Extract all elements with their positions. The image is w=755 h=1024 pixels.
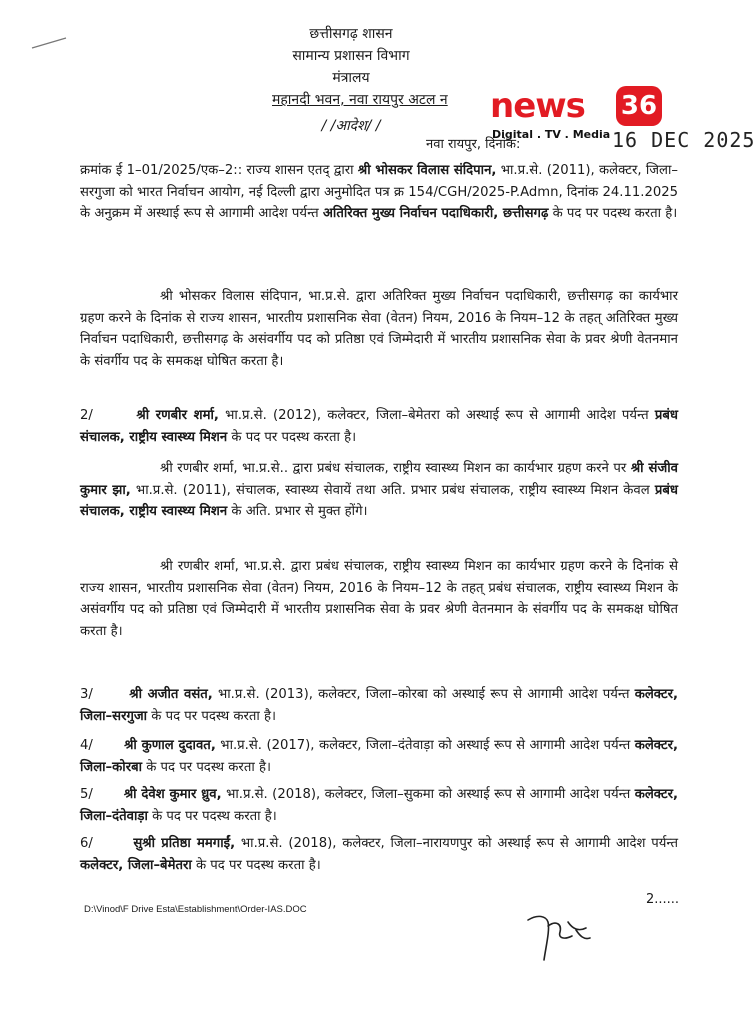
header-secretariat: मंत्रालय: [332, 70, 370, 86]
p8-officer: श्री देवेश कुमार ध्रुव,: [123, 787, 222, 802]
paragraph-2: श्री भोसकर विलास संदिपान, भा.प्र.से. द्वारा अतिरिक्त मुख्य निर्वाचन पदाधिकारी, छत्तीसगढ़ का कार्यभार ग्रहण करने के दिनांक से राज्य शासन, भारतीय प्रशासनिक सेवा (वेतन) नियम, 2016 के नियम–12 के तहत् अतिरिक्त मुख्य निर्वाचन पदाधिकारी, छत्तीसगढ़ के असंवर्गीय पद को प्रतिष्ठा एवं जिम्मेदारी में भारतीय प्रशासनिक सेवा के प्रवर श्रेणी वेतनमान के संवर्गीय पद के समकक्ष घोषित करता है।: [80, 289, 678, 369]
p1-post: अतिरिक्त मुख्य निर्वाचन पदाधिकारी, छत्तीसगढ़: [322, 206, 549, 221]
file-path: D:\Vinod\F Drive Esta\Establishment\Order-IAS.DOC: [84, 904, 307, 915]
p3-text-d: के पद पर पदस्थ करता है।: [227, 429, 357, 445]
p7-text-b: भा.प्र.से. (2017), कलेक्टर, जिला–दंतेवाड़ा को अस्थाई रूप से आगामी आदेश पर्यन्त: [215, 738, 635, 753]
paragraph-3: [80, 405, 678, 448]
p4-officer: श्री संजीव कुमार झा,: [80, 461, 679, 498]
p4-text-e: के अति. प्रभार से मुक्त होंगे।: [227, 504, 368, 519]
p1-text-c: भा.प्र.से. (2011), कलेक्टर, जिला–सरगुजा को भारत निर्वाचन आयोग, नई दिल्ली द्वारा अनुमोदित पत्र क्र 154/CGH/2025-P.Admn, दिनांक 24.11.2025 के अनुक्रम में अस्थाई रूप से आगामी आदेश पर्यन्त: [80, 163, 678, 221]
logo-tagline: Digital . TV . Media: [492, 128, 611, 141]
p7-text-d: के पद पर पदस्थ करता है।: [142, 759, 271, 775]
item-number: 5/: [80, 787, 93, 802]
p4-text-c: भा.प्र.से. (2011), संचालक, स्वास्थ्य सेवायें तथा अति. प्रभार प्रबंध संचालक, राष्ट्रीय स्वास्थ्य मिशन केवल: [130, 482, 655, 498]
p3-text-b: भा.प्र.से. (2012), कलेक्टर, जिला–बेमेतरा को अस्थाई रूप से आगामी आदेश पर्यन्त: [218, 408, 655, 423]
p8-text-d: के पद पर पदस्थ करता है।: [147, 808, 277, 824]
p8-post: कलेक्टर, जिला–दंतेवाड़ा: [80, 787, 679, 824]
p1-text-e: के पद पर पदस्थ करता है।: [548, 206, 678, 221]
logo-text: news: [490, 86, 585, 126]
p3-post: प्रबंध संचालक, राष्ट्रीय स्वास्थ्य मिशन: [80, 408, 678, 445]
paragraph-5: श्री रणबीर शर्मा, भा.प्र.से. द्वारा प्रबंध संचालक, राष्ट्रीय स्वास्थ्य मिशन का कार्यभार ग्रहण करने के दिनांक से राज्य शासन, भारतीय प्रशासनिक सेवा (वेतन) नियम, 2016 के नियम–12 के तहत् प्रबंध संचालक, राष्ट्रीय स्वास्थ्य मिशन के असंवर्गीय पद को प्रतिष्ठा एवं जिम्मेदारी में भारतीय प्रशासनिक सेवा के प्रवर श्रेणी वेतनमान के संवर्गीय पद के समकक्ष घोषित करता है।: [80, 559, 678, 639]
item-number: 4/: [80, 738, 93, 753]
p7-post: कलेक्टर, जिला–कोरबा: [80, 738, 679, 775]
p6-officer: श्री अजीत वसंत,: [129, 687, 213, 702]
p1-text-a: क्रमांक ई 1–01/2025/एक–2:: राज्य शासन एतद् द्वारा: [80, 163, 358, 178]
date-prefix: नवा रायपुर, दिनांक:: [426, 137, 521, 152]
next-page-marker: 2......: [646, 892, 680, 907]
p6-text-b: भा.प्र.से. (2013), कलेक्टर, जिला–कोरबा को अस्थाई रूप से आगामी आदेश पर्यन्त: [212, 687, 635, 702]
p7-officer: श्री कुणाल दुदावत,: [124, 738, 216, 753]
date-stamp: 16 DEC 2025: [612, 128, 755, 152]
paragraph-9: [80, 833, 678, 876]
p3-officer: श्री रणबीर शर्मा,: [136, 408, 219, 423]
item-number: 2/: [80, 408, 93, 423]
paragraph-6: [80, 684, 678, 727]
p1-officer: श्री भोसकर विलास संदिपान,: [357, 163, 497, 178]
logo-number: 36: [616, 86, 662, 126]
item-number: 3/: [80, 687, 93, 702]
p6-post: कलेक्टर, जिला–सरगुजा: [80, 687, 678, 724]
p4-post: प्रबंध संचालक, राष्ट्रीय स्वास्थ्य मिशन: [80, 482, 678, 519]
paragraph-1: [80, 160, 678, 225]
p8-text-b: भा.प्र.से. (2018), कलेक्टर, जिला–सुकमा को अस्थाई रूप से आगामी आदेश पर्यन्त: [221, 787, 635, 802]
header-government: छत्तीसगढ़ शासन: [309, 26, 393, 42]
order-title: / /आदेश/ /: [321, 118, 381, 134]
paragraph-4: [80, 458, 678, 523]
p9-officer: सुश्री प्रतिष्ठा ममगाईं,: [133, 836, 236, 851]
signature-icon: [520, 906, 600, 966]
p9-post: कलेक्टर, जिला–बेमेतरा: [80, 857, 192, 873]
item-number: 6/: [80, 836, 93, 851]
header-department: सामान्य प्रशासन विभाग: [292, 48, 410, 64]
paragraph-8: [80, 784, 678, 827]
p9-text-d: के पद पर पदस्थ करता है।: [191, 857, 321, 873]
paragraph-7: [80, 735, 678, 778]
header-address: महानदी भवन, नवा रायपुर अटल न: [272, 92, 448, 108]
p4-text-a: श्री रणबीर शर्मा, भा.प्र.से.. द्वारा प्रबंध संचालक, राष्ट्रीय स्वास्थ्य मिशन का कार्यभार ग्रहण करने पर: [160, 461, 631, 476]
p9-text-b: भा.प्र.से. (2018), कलेक्टर, जिला–नारायणपुर को अस्थाई रूप से आगामी आदेश पर्यन्त: [235, 836, 678, 851]
p6-text-d: के पद पर पदस्थ करता है।: [147, 708, 276, 724]
